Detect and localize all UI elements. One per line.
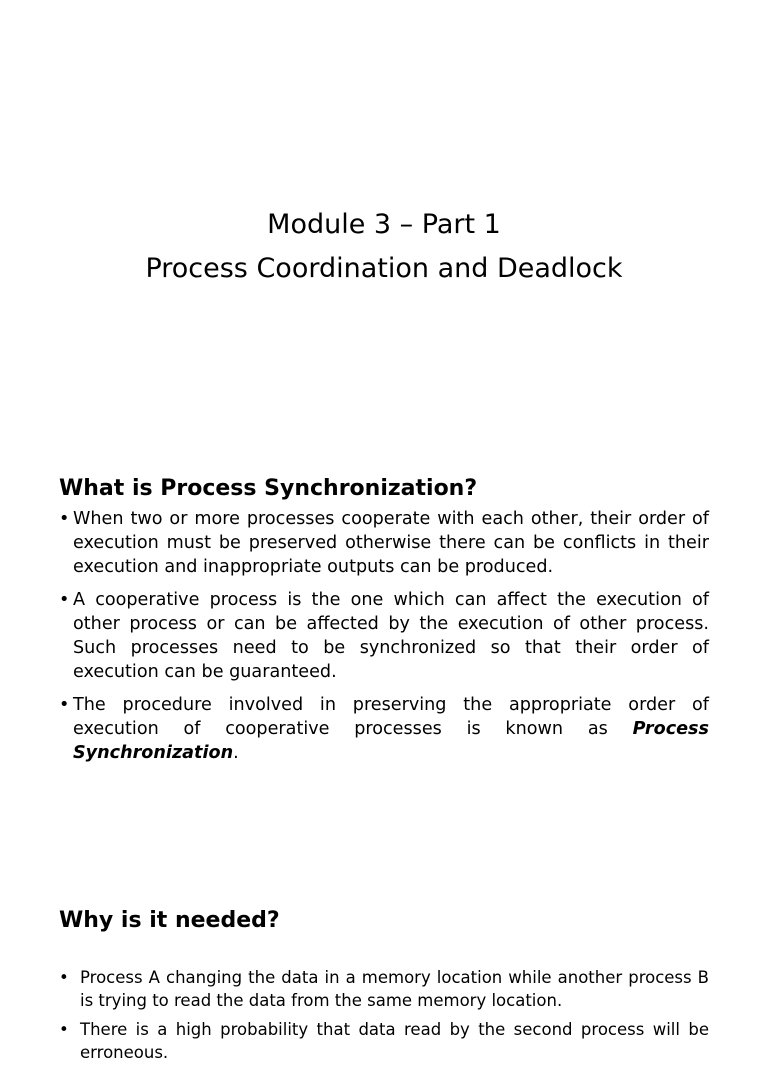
list-item bbox=[59, 966, 709, 1012]
list-item bbox=[59, 588, 709, 684]
list-item bbox=[59, 507, 709, 579]
emphasized-term: Process Synchronization bbox=[73, 719, 710, 763]
bullet-icon: • bbox=[59, 590, 70, 610]
slide-heading: Why is it needed? bbox=[59, 908, 280, 933]
need-slide bbox=[0, 864, 768, 1062]
bullet-icon: • bbox=[59, 968, 69, 987]
module-subtitle: Process Coordination and Deadlock bbox=[145, 253, 623, 284]
bullet-list bbox=[59, 507, 709, 774]
bullet-icon: • bbox=[59, 509, 70, 529]
title-slide bbox=[0, 0, 768, 432]
bullet-text: A cooperative process is the one which can affect the execution of other process or can be affected by the execution of other process. Such processes need to be synchronized so that their order of execution can be guaranteed. bbox=[73, 590, 709, 682]
bullet-text: When two or more processes cooperate with each other, their order of execution must be preserved otherwise there can be conflicts in their execution and inappropriate outputs can be produced. bbox=[73, 509, 709, 577]
slide-heading: What is Process Synchronization? bbox=[59, 476, 478, 501]
module-title: Module 3 – Part 1 bbox=[267, 209, 501, 240]
bullet-icon: • bbox=[59, 695, 70, 715]
list-item bbox=[59, 693, 709, 765]
bullet-icon: • bbox=[59, 1020, 69, 1039]
title-block bbox=[0, 203, 768, 291]
bullet-text: There is a high probability that data read by the second process will be erroneous. bbox=[80, 1020, 709, 1062]
bullet-suffix: . bbox=[233, 743, 239, 763]
bullet-text: The procedure involved in preserving the appropriate order of execution of cooperative processes is known as bbox=[73, 695, 709, 739]
list-item bbox=[59, 1018, 709, 1064]
sync-slide bbox=[0, 432, 768, 864]
bullet-list bbox=[59, 966, 709, 1070]
bullet-text: Process A changing the data in a memory location while another process B is trying to read the data from the same memory location. bbox=[80, 968, 709, 1010]
